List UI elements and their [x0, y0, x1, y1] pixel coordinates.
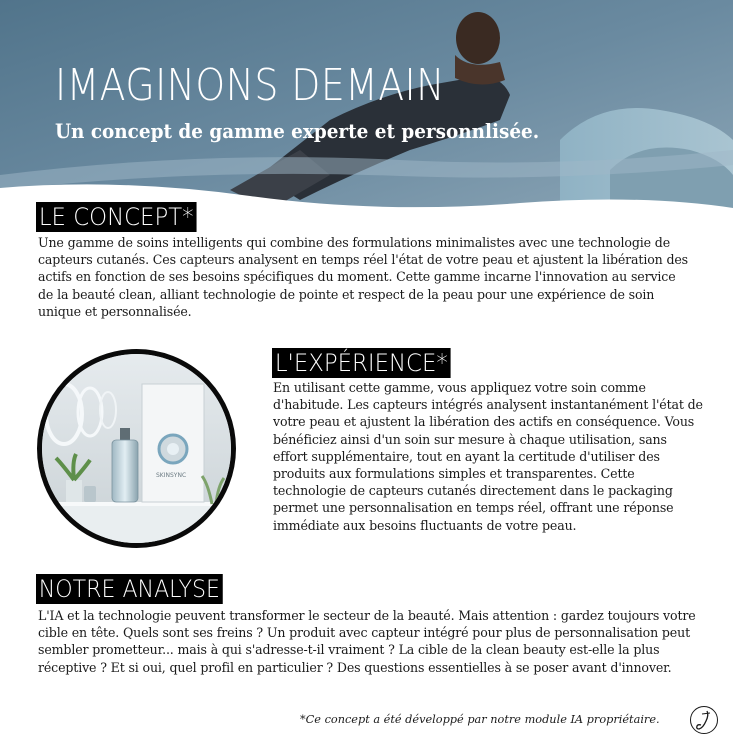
- page-subtitle: Un concept de gamme experte et personnlisée.: [55, 119, 540, 143]
- experience-heading: L'EXPÉRIENCE*: [272, 348, 451, 378]
- hero-banner: [0, 0, 733, 230]
- experience-body: En utilisant cette gamme, vous appliquez votre soin comme d'habitude. Les capteurs intégrés analysent instantanément l'état de votre peau et ajustent la libération des actifs en conséquence. Vous bénéficiez ainsi d'un soin sur mesure à chaque utilisation, sans effort supplémentaire, tout en ayant la certitude d'utiliser des produits aux formulations simples et transparentes. Cette technologie de capteurs cutanés directement dans le packaging permet une personnalisation en temps réel, offrant une réponse immédiate aux besoins fluctuants de votre peau.: [273, 380, 703, 533]
- brand-logo: [688, 704, 720, 736]
- concept-heading: LE CONCEPT*: [36, 202, 196, 232]
- product-brand-label: SKINSYNC: [156, 472, 187, 479]
- hero-photo: [0, 0, 733, 230]
- analysis-body: L'IA et la technologie peuvent transformer le secteur de la beauté. Mais attention : gardez toujours votre cible en tête. Quels sont ses freins ? Un produit avec capteur intégré pour plus de personnalisation peut sembler prometteur... mais à qui s'adresse-t-il vraiment ? La cible de la clean beauty est-elle la plus réceptive ? Et si oui, quel profil en particulier ? Des questions essentielles à se poser avant d'innover.: [38, 608, 696, 675]
- footnote: *Ce concept a été développé par notre module IA propriétaire.: [300, 713, 660, 726]
- page-title: IMAGINONS DEMAIN: [55, 60, 445, 111]
- analysis-heading: NOTRE ANALYSE: [36, 574, 223, 604]
- product-photo: [37, 349, 236, 548]
- concept-body: Une gamme de soins intelligents qui combine des formulations minimalistes avec une technologie de capteurs cutanés. Ces capteurs analysent en temps réel l'état de votre peau et ajustent la libération des actifs en fonction de ses besoins spécifiques du moment. Cette gamme incarne l'innovation au service de la beauté clean, alliant technologie de pointe et respect de la peau pour une expérience de soin unique et personnalisée.: [38, 235, 688, 319]
